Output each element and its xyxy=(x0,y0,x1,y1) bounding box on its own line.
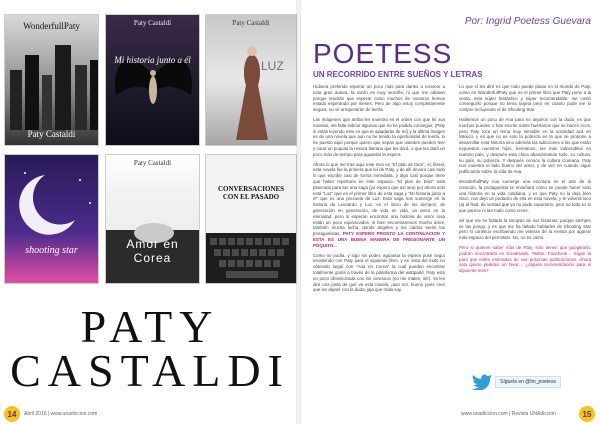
city-skyline-illustration xyxy=(5,15,99,146)
cover-title: CONVERSACIONES CON EL PASADO xyxy=(217,185,285,201)
book-cover-shooting-star xyxy=(4,154,99,284)
phone-keyboard-illustration xyxy=(206,155,297,284)
book-cover-wonderfullpaty xyxy=(4,14,99,146)
twitter-follow-box[interactable] xyxy=(471,372,591,390)
book-cover-amor-en-corea xyxy=(105,154,200,284)
right-page xyxy=(300,0,600,424)
cover-author: Paty Castaldi xyxy=(133,19,172,27)
paragraph: WonderfullPaty nos sumerge una escritora en el arte de la creación, la protagonista te enseñará cómo se puede hacer todo una historia en tu vida cotidiana, y es que Paty no lo deja bien claro, nos dejó un pedacito de ella en esta novela, y te volverá loco (a) al final, de verdad que yo no pude soportarlo, pero no todo es lo que parece ni tan malo como crees. xyxy=(459,178,591,213)
paragraph-text: Ahora lo que me trae aquí este mes es "El plan de Dios", sí, literal, esta novela fue la primera que leí de Paty, y de allí devoro casi todo lo que escribe casi de forma inmediata, y digo casi porque tiene que haber repertorio en este espacio. "El plan de Dios" está planeado para ser una saga (yo espero que así sea) por ahora solo está "Luz" que es el primer libro de esta saga y "Mi historia junto a él" que es una precuela de Luz. Esta saga nos sumerge en la historia de Leonardo y Luz, en el inicio de los tiempos, de generación en generación, de vida en vida, un amor en la eternidad, pero si esperan encontrar una historia de amor rosa están un poco equivocados, si bien encontraremos mucho amor, también mucha lucha, donde ángeles y los caídos serán los protagonistas. xyxy=(313,161,445,237)
cover-title: shooting star xyxy=(25,245,78,256)
paragraph: Como no podía, y sigo sin poder, aguantar la espera puse seguí insistiendo con Paty para el siguiente libro, y en vista del éxito no obtenido seguí con "Ana en Corea" la cual pueden encontrar totalmente gratis a través de la plataforma del wattpadd, Paty está un poco obsesionada con los coreanos (no me mates, ok!). Ya les diré una pista de qué va esta novela, ¡aun no!, bueno pues creo que les dejaré con la duda, jaja que mala soy. xyxy=(313,252,445,293)
cover-title: Mi historia junto a él xyxy=(114,55,191,65)
book-cover-conversaciones xyxy=(205,154,297,284)
woman-silhouette-illustration xyxy=(206,15,297,146)
paragraph: Lo que sí les diré es que todo puede pasar en el mundo de Paty, como en WonderfullPaty que es el primer libro que Paty pone a la venta, esta súper fantástico y súper recomendable, me costó conseguirlo porque no tenía tarjeta pero en cuanto pude me lo compre incluyendo el de Shooting Star. xyxy=(459,84,591,113)
cover-author: Paty Castaldi xyxy=(27,129,76,139)
paragraph-call-to-action: Pero si quieren saber más de Paty, solo tienen que googlearla, podrán encontrarla en Goodreads, Twitter, Facebook… Sígan la para que estén enterados de sus próximas publicaciones. Ahora solo quiero pedirles un favor… ¿Alguna recomendación para el siguiente mes? xyxy=(459,244,591,274)
left-footer xyxy=(0,404,300,424)
article-subhead: UN RECORRIDO ENTRE SUEÑOS Y LETRAS xyxy=(313,70,483,79)
cover-author: Paty Castaldi xyxy=(232,19,270,27)
article-column-left xyxy=(313,84,445,297)
paragraph xyxy=(313,162,445,249)
twitter-bird-icon xyxy=(471,372,493,390)
book-cover-luz xyxy=(205,14,297,146)
article-byline: Por: Ingrid Poetess Guevara xyxy=(464,16,591,27)
winged-angel-illustration xyxy=(106,15,200,146)
moon-illustration xyxy=(5,155,99,284)
highlighted-note: PATY ESPERO PRONTO LA CONTINUACION Y ESTA ES UNA BUENA MANERA DE PRESIONARTE UN POQUITO... xyxy=(313,231,445,248)
cover-author: Paty Castaldi xyxy=(133,159,172,167)
page-number-badge: 14 xyxy=(4,406,20,422)
paragraph: Hablemos un poco de Ana para no dejarlos con la duda, es que muchos pueden o han escrito sobre huérfanos que se hacen ricos, pero Paty toca un tema muy sensible en la sociedad acá en México, y es que no es solo la pobreza en la que se propone a desarrollar esta historia sino además las adicciones a los que están expuestos nuestros hijos, hermanos, los más vulnerables en nuestro país, y después esta chica abandonando todo, su cultura, su país, su pobreza. Y después conoce la cultura Coreana. Paty nos muestra el lado bueno del amor, y de vez en cuando sigue publicando sobre la vida de Ana. xyxy=(459,116,591,175)
paragraph: Hubiera preferido esperar un poco más para darles a conocer a esta gran autora, la razón es muy sencilla, ni que me odiaran porque tendrán que esperar como muchos de nosotros hemos estado esperando por meses. Pero de algo estoy completamente segura, no se arrepentirán de leerla. xyxy=(313,84,445,113)
cover-title: WonderfullPaty xyxy=(23,21,80,31)
article-headline: POETESS xyxy=(313,38,453,69)
cover-title: Amor en Corea xyxy=(126,237,179,265)
article-column-right xyxy=(459,84,591,278)
twitter-handle-text[interactable]: Síguela en @lm_poetess xyxy=(495,376,561,388)
cover-title: LUZ xyxy=(261,59,284,73)
author-name-first: PATY xyxy=(80,301,220,352)
book-cover-mi-historia xyxy=(105,14,200,146)
paragraph: Sé que me he faltado la sinopsis de sus historias, porque siempre se las pongo, y es que me ha faltado hablarles de Shooting Star pero si continuo escribiendo me veteran de la revista por agarrar más espacio del permitido. No, no es cierto. xyxy=(459,217,591,241)
paragraph: Las imágenes que arriba les muestro es el orden con que leí sus novelas, me falta indicar algunas que no he podido conseguir, (Paty si estás leyendo esto es que te apiadarás de mí) y la última imagen es de una novela que aun no he tenido la oportunidad de leerla, lo he puesto aquí porque quiero que sepan que ustedes pueden leer y curar un poquito la resaca literaria que les dará, o que les dará un poco más de tiempo para aguantar la espera. xyxy=(313,116,445,157)
page-number-badge: 15 xyxy=(579,406,595,422)
footer-text: Abril 2016 | www.unadiccion.com xyxy=(24,411,98,417)
right-footer xyxy=(301,404,600,424)
author-name-last: CASTALDI xyxy=(10,345,290,396)
footer-text: www.unadiccion.com | Revista UNAdicción xyxy=(461,411,556,417)
